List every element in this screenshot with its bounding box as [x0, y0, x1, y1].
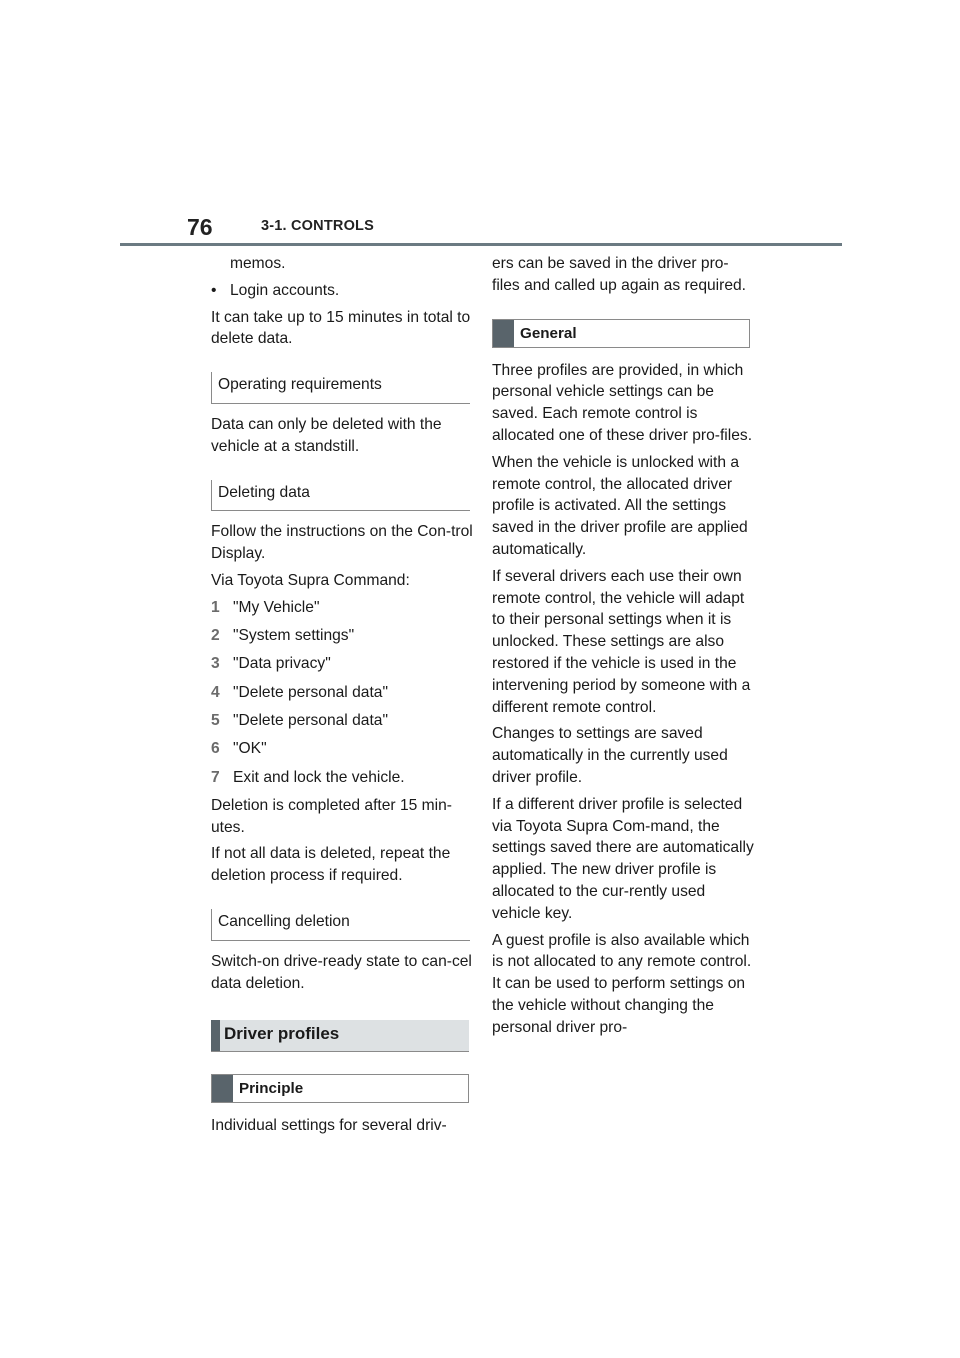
section-heading-driver-profiles [211, 1020, 469, 1052]
subheading-cancelling-deletion: Cancelling deletion [211, 909, 470, 941]
paragraph: When the vehicle is unlocked with a remote control, the allocated driver profile is activated. All the settings saved in the driver profile are applied automatically. [492, 453, 748, 558]
step-number: 4 [211, 683, 220, 701]
step-text: "System settings" [233, 627, 355, 645]
paragraph-continuation: memos. [230, 255, 286, 272]
subheading-operating-requirements: Operating requirements [211, 372, 470, 404]
left-column [211, 253, 473, 1142]
step-text: "Data privacy" [233, 655, 331, 673]
paragraph: Switch-on drive-ready state to can-cel data deletion. [211, 952, 472, 992]
box-heading-text: Principle [239, 1080, 304, 1098]
step-number: 6 [211, 740, 220, 758]
step-number: 2 [211, 627, 220, 645]
step-number: 3 [211, 655, 220, 673]
section-heading-text: Driver profiles [224, 1024, 340, 1044]
heading-accent-bar [211, 1020, 220, 1051]
paragraph: If not all data is deleted, repeat the deletion process if required. [211, 845, 451, 885]
header-divider [120, 243, 842, 246]
paragraph: If a different driver profile is selected via Toyota Supra Com-mand, the settings saved there are automatically applied. The new driver profile is allocated to the cur-rently used vehicle key. [492, 795, 754, 922]
paragraph: Changes to settings are saved automatically in the currently used driver profile. [492, 725, 728, 786]
step-number: 5 [211, 711, 220, 729]
step-item [211, 653, 473, 675]
box-heading-principle [211, 1074, 469, 1103]
step-item [211, 625, 473, 647]
list-item [211, 280, 473, 302]
right-column [492, 253, 754, 1044]
section-title: 3-1. CONTROLS [261, 218, 374, 234]
step-text: "Delete personal data" [233, 711, 388, 729]
paragraph: Data can only be deleted with the vehicle at a standstill. [211, 415, 442, 455]
paragraph-continuation: ers can be saved in the driver pro-files and called up again as required. [492, 255, 746, 294]
step-number: 1 [211, 598, 220, 616]
paragraph: A guest profile is also available which is not allocated to any remote control. It can be used to perform settings on the vehicle without changing the personal driver pro- [492, 931, 752, 1036]
paragraph: It can take up to 15 minutes in total to delete data. [211, 308, 471, 348]
heading-accent-bar [212, 1075, 233, 1102]
list-item-text: Login accounts. [230, 281, 340, 299]
step-item [211, 682, 473, 704]
paragraph: Via Toyota Supra Command: [211, 571, 410, 589]
bullet-icon: • [211, 281, 217, 299]
step-text: "Delete personal data" [233, 683, 388, 701]
paragraph: If several drivers each use their own remote control, the vehicle will adapt to their personal settings when it is unlocked. These settings are also restored if the vehicle is used in the intervening period by someone with a different remote control. [492, 567, 751, 716]
paragraph: Individual settings for several driv- [211, 1117, 447, 1135]
paragraph: Follow the instructions on the Con-trol Display. [211, 523, 473, 563]
box-heading-text: General [520, 324, 577, 342]
step-item [211, 710, 473, 732]
paragraph: Three profiles are provided, in which personal vehicle settings can be saved. Each remote control is allocated one of these driver pro-files. [492, 361, 753, 444]
step-item [211, 597, 473, 619]
subheading-deleting-data: Deleting data [211, 480, 470, 512]
box-heading-general [492, 319, 750, 348]
paragraph: Deletion is completed after 15 min-utes. [211, 796, 452, 836]
page-number: 76 [187, 214, 213, 240]
step-text: Exit and lock the vehicle. [233, 768, 405, 786]
step-item [211, 767, 473, 789]
step-number: 7 [211, 768, 220, 786]
heading-accent-bar [493, 320, 514, 347]
step-item [211, 738, 473, 760]
step-text: "OK" [233, 740, 267, 758]
step-text: "My Vehicle" [233, 598, 320, 616]
